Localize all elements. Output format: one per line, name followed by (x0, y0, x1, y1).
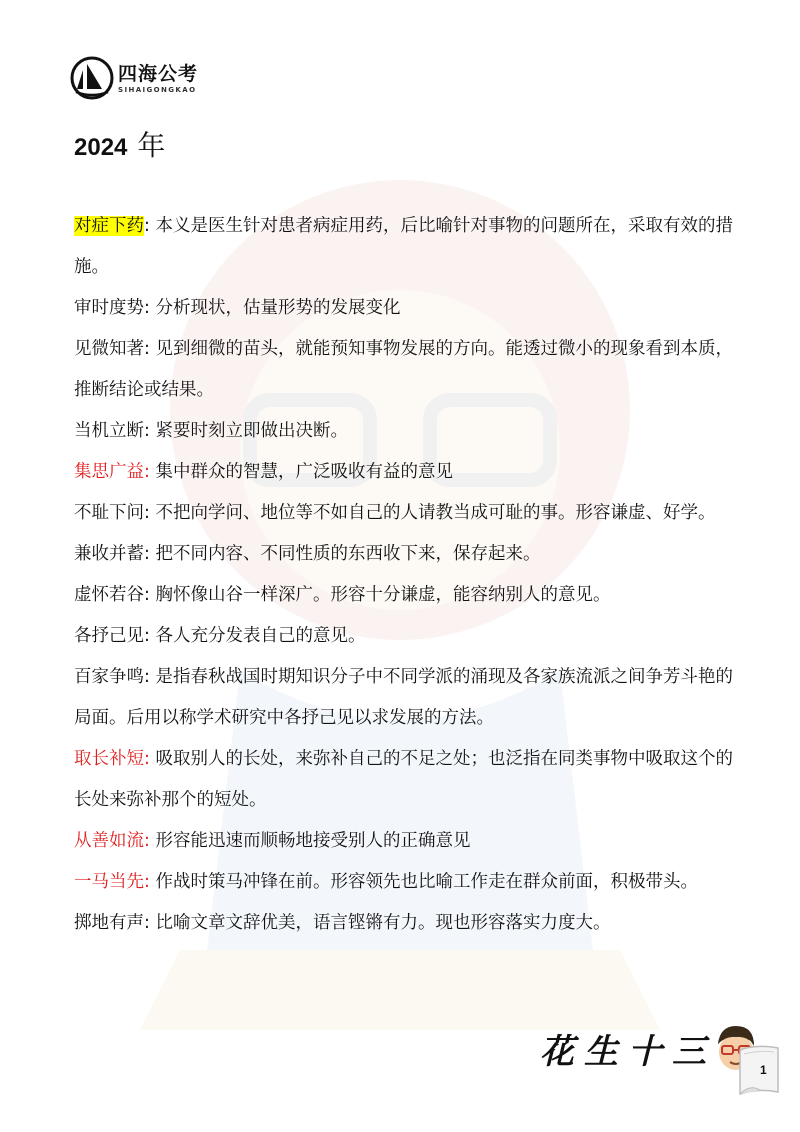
idiom-term: 兼收并蓄 (74, 544, 144, 564)
page-curl-icon (736, 1040, 782, 1098)
year-heading (74, 124, 165, 164)
idiom-separator: : (144, 298, 156, 318)
idiom-term: 各抒己见 (74, 626, 144, 646)
idiom-definition: 吸取别人的长处，来弥补自己的不足之处；也泛指在同类事物中吸取这个的长处来弥补那个的短处。 (74, 749, 733, 810)
idiom-entry (74, 862, 738, 903)
brand-name-en: SIHAIGONGKAO (118, 85, 197, 94)
idiom-entry (74, 329, 738, 411)
idiom-definition: 各人充分发表自己的意见。 (155, 626, 366, 646)
idiom-term: 虚怀若谷 (74, 585, 144, 605)
idiom-definition: 集中群众的智慧，广泛吸收有益的意见 (155, 462, 453, 482)
idiom-term: 审时度势 (74, 298, 144, 318)
brand-logo (70, 56, 198, 100)
idiom-entry (74, 903, 738, 944)
signature-text: 花生十三 (540, 1031, 716, 1072)
idiom-term: 从善如流 (74, 831, 144, 851)
idiom-definition: 形容能迅速而顺畅地接受别人的正确意见 (155, 831, 471, 851)
idiom-list (74, 206, 738, 944)
idiom-entry (74, 821, 738, 862)
idiom-separator: : (144, 503, 156, 523)
idiom-separator: : (144, 544, 156, 564)
idiom-definition: 见到细微的苗头，就能预知事物发展的方向。能透过微小的现象看到本质，推断结论或结果。 (74, 339, 733, 400)
idiom-term: 见微知著 (74, 339, 144, 359)
idiom-definition: 比喻文章文辞优美，语言铿锵有力。现也形容落实力度大。 (155, 913, 611, 933)
year-unit: 年 (137, 129, 166, 162)
idiom-definition: 作战时策马冲锋在前。形容领先也比喻工作走在群众前面，积极带头。 (155, 872, 698, 892)
idiom-term: 对症下药 (74, 216, 144, 236)
idiom-separator: : (144, 667, 156, 687)
idiom-separator: : (144, 216, 156, 236)
signature (540, 1022, 762, 1074)
idiom-term: 一马当先 (74, 872, 144, 892)
idiom-entry (74, 206, 738, 288)
idiom-definition: 紧要时刻立即做出决断。 (155, 421, 348, 441)
idiom-definition: 本义是医生针对患者病症用药，后比喻针对事物的问题所在，采取有效的措施。 (74, 216, 733, 277)
idiom-definition: 不把向学问、地位等不如自己的人请教当成可耻的事。形容谦虚、好学。 (155, 503, 716, 523)
idiom-entry (74, 288, 738, 329)
idiom-separator: : (144, 872, 156, 892)
year-number: 2024 (74, 134, 128, 161)
idiom-definition: 胸怀像山谷一样深广。形容十分谦虚，能容纳别人的意见。 (155, 585, 611, 605)
idiom-term: 百家争鸣 (74, 667, 144, 687)
idiom-entry (74, 534, 738, 575)
idiom-entry (74, 616, 738, 657)
page-number: 1 (760, 1063, 767, 1077)
idiom-separator: : (144, 626, 156, 646)
idiom-separator: : (144, 749, 156, 769)
idiom-term: 不耻下问 (74, 503, 144, 523)
idiom-entry (74, 575, 738, 616)
idiom-term: 取长补短 (74, 749, 144, 769)
idiom-entry (74, 493, 738, 534)
idiom-definition: 是指春秋战国时期知识分子中不同学派的涌现及各家族流派之间争芳斗艳的局面。后用以称学术研究中各抒己见以求发展的方法。 (74, 667, 733, 728)
idiom-entry (74, 739, 738, 821)
idiom-separator: : (144, 339, 156, 359)
idiom-separator: : (144, 585, 156, 605)
idiom-term: 当机立断 (74, 421, 144, 441)
idiom-term: 掷地有声 (74, 913, 144, 933)
idiom-separator: : (144, 462, 156, 482)
sailboat-logo-icon (70, 56, 114, 100)
idiom-entry (74, 657, 738, 739)
idiom-separator: : (144, 913, 156, 933)
idiom-separator: : (144, 831, 156, 851)
brand-name-cn: 四海公考 (118, 62, 199, 85)
idiom-definition: 分析现状，估量形势的发展变化 (155, 298, 401, 318)
idiom-definition: 把不同内容、不同性质的东西收下来，保存起来。 (155, 544, 541, 564)
idiom-entry (74, 411, 738, 452)
idiom-term: 集思广益 (74, 462, 144, 482)
idiom-separator: : (144, 421, 156, 441)
idiom-entry (74, 452, 738, 493)
